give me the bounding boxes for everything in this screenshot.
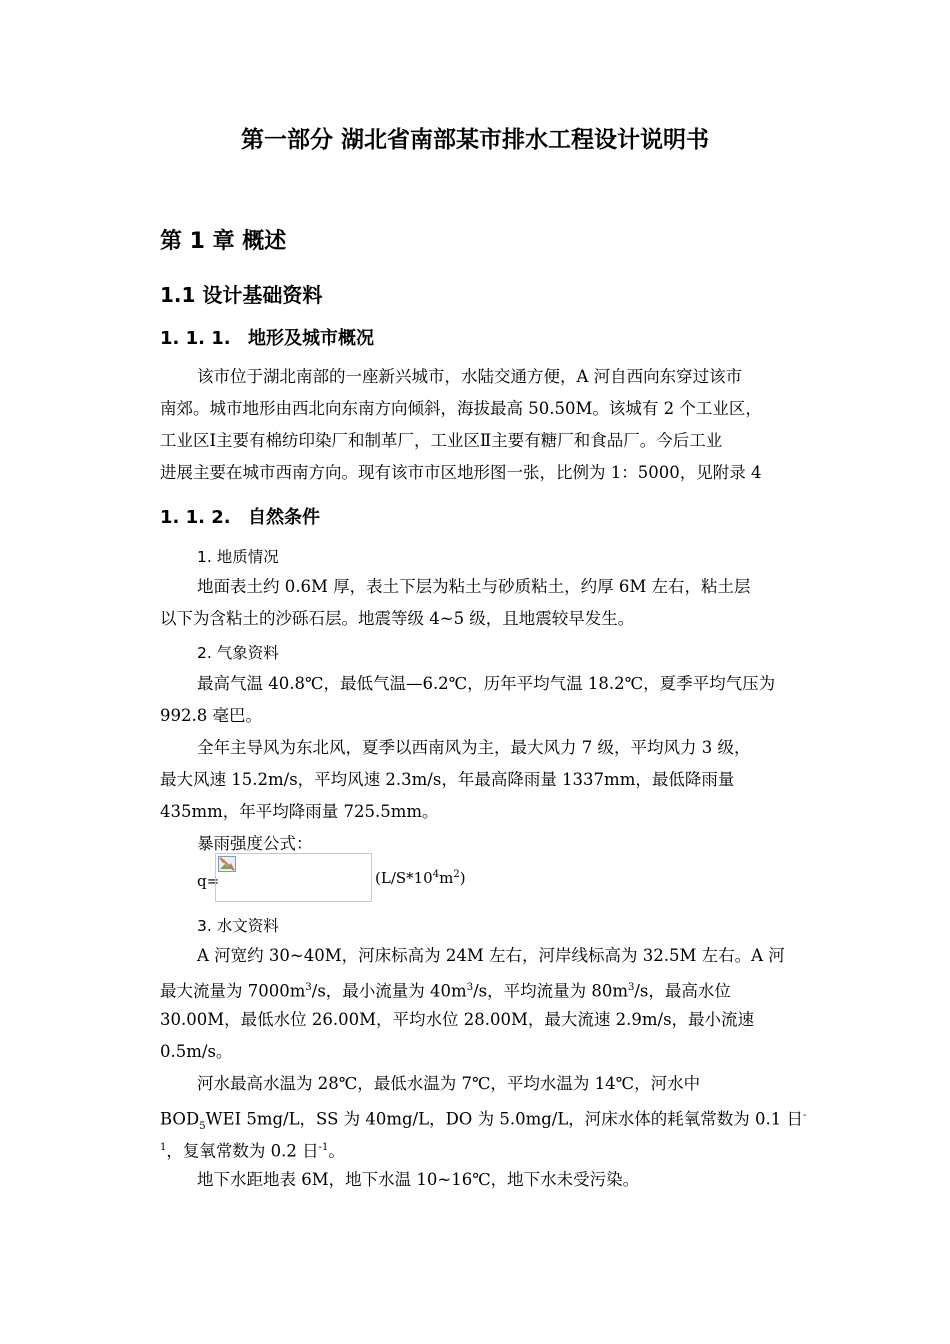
subsection-number: 1. 1. 1. (160, 328, 231, 349)
paragraph-line: 地下水距地表 6M，地下水温 10~16℃，地下水未受污染。 (197, 1170, 640, 1189)
subsection-number: 1. 1. 2. (160, 507, 231, 528)
paragraph-line: $BOD_5WEI$ 5mg/L，SS 为 40mg/L，DO 为 5.0mg/L，河床水体的耗氧常数为 0.1 日- (160, 1109, 807, 1132)
formula-unit: $(L/S*10^4m^2)$ (375, 869, 466, 887)
subsection-title: 自然条件 (248, 507, 320, 528)
hydrology-heading: 3. 水文资料 (197, 917, 279, 935)
paragraph-line: 南郊。城市地形由西北向东南方向倾斜，海拔最高 50.50M。该城有 2 个工业区， (160, 399, 762, 418)
paragraph-line: 30.00M，最低水位 26.00M，平均水位 28.00M，最大流速 2.9m/s，最小流速 (160, 1010, 755, 1029)
paragraph-line: 0.5m/s。 (160, 1042, 233, 1061)
paragraph-line: 最大流量为 $7000m^3/s$，最小流量为 $40m^3/s$，平均流量为 $80m^3/s$，最高水位 (160, 981, 731, 1001)
paragraph-line: 地面表土约 0.6M 厚，表土下层为粘土与砂质粘土，约厚 6M 左右，粘土层 (197, 577, 751, 596)
paragraph-line: 工业区Ⅰ主要有棉纺印染厂和制革厂，工业区Ⅱ主要有糖厂和食品厂。今后工业 (160, 431, 723, 450)
subsection-title: 地形及城市概况 (248, 328, 374, 349)
paragraph-line: 以下为含粘土的沙砾石层。地震等级 4~5 级，且地震较早发生。 (160, 609, 635, 628)
geology-heading: 1. 地质情况 (197, 548, 279, 566)
paragraph-line: 最大风速 15.2m/s，平均风速 2.3m/s，年最高降雨量 1337mm，最低降雨量 (160, 770, 735, 789)
paragraph-line: 进展主要在城市西南方向。现有该市市区地形图一张，比例为 1：5000，见附录 4 (160, 463, 762, 482)
paragraph-line: 河水最高水温为 28℃，最低水温为 7℃，平均水温为 14℃，河水中 (197, 1074, 701, 1093)
paragraph-line: 435mm，年平均降雨量 725.5mm。 (160, 802, 439, 821)
paragraph-line: 全年主导风为东北风，夏季以西南风为主，最大风力 7 级，平均风力 3 级， (197, 738, 751, 757)
weather-heading: 2. 气象资料 (197, 644, 279, 662)
paragraph-line: $^1$，复氧常数为 0.2 日$^{-1}$。 (160, 1141, 345, 1161)
paragraph-line: 992.8 毫巴。 (160, 706, 262, 725)
paragraph-line: A 河宽约 30~40M，河床标高为 24M 左右，河岸线标高为 32.5M 左右。A 河 (197, 946, 785, 965)
section-heading: 1.1 设计基础资料 (160, 283, 323, 307)
chapter-heading: 第 1 章 概述 (160, 229, 287, 254)
document-title: 第一部分 湖北省南部某市排水工程设计说明书 (240, 127, 709, 153)
subsection-heading-nature (160, 503, 320, 529)
broken-image-icon (218, 856, 236, 872)
paragraph-line: 该市位于湖北南部的一座新兴城市，水陆交通方便，A 河自西向东穿过该市 (197, 367, 743, 386)
formula-q-label: q= (197, 872, 220, 890)
formula-image-placeholder (215, 853, 372, 902)
storm-formula-label: 暴雨强度公式： (197, 834, 313, 853)
subsection-heading-terrain (160, 324, 374, 350)
paragraph-line: 最高气温 40.8℃，最低气温—6.2℃，历年平均气温 18.2℃，夏季平均气压为 (197, 674, 776, 693)
